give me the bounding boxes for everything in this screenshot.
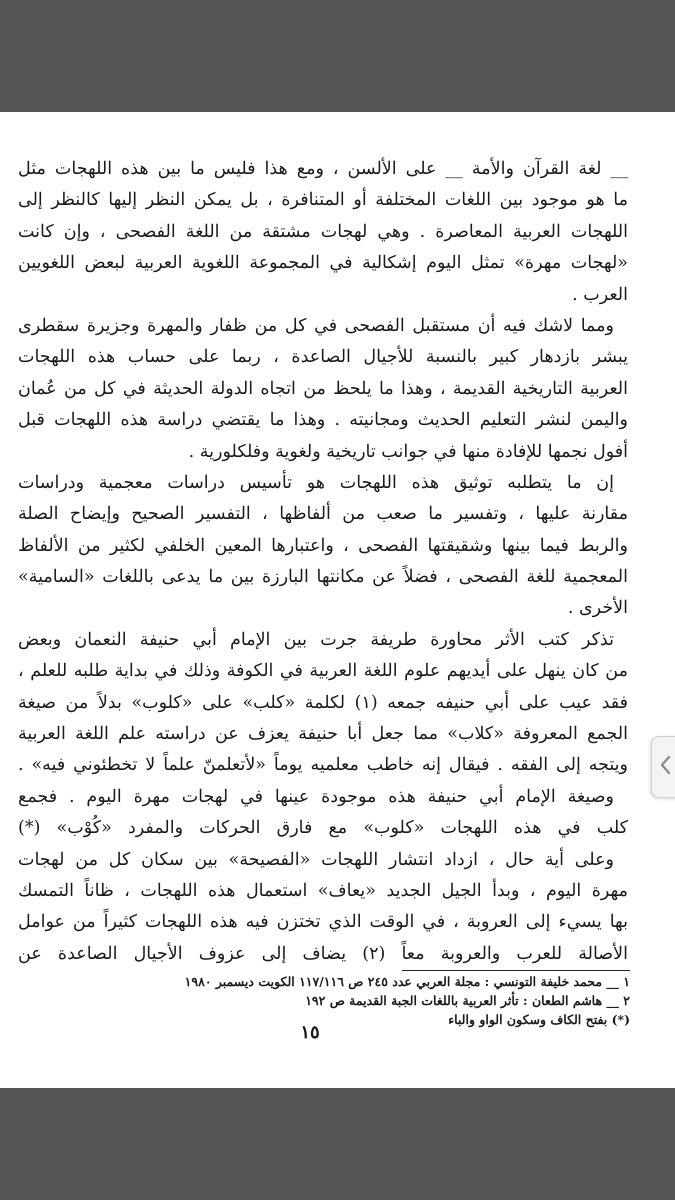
text-line: العرب . xyxy=(572,284,628,305)
chevron-left-icon xyxy=(658,753,674,777)
footnotes xyxy=(18,972,630,1029)
text-line: وعلى أية حال ، ازداد انتشار اللهجات «الفصيحة» بين سكان كل من لهجات xyxy=(18,849,614,870)
page-number: ١٥ xyxy=(300,1022,320,1043)
text-line: وصيغة الإمام أبي حنيفة هذه موجودة عينها في لهجات مهرة اليوم . فجمع xyxy=(18,786,614,807)
book-page xyxy=(0,112,675,1088)
text-line: بها يسيء إلى العروبة ، في الوقت الذي تختزن فيه هذه اللهجات كثيراً من عوامل xyxy=(18,912,628,933)
text-line: ويتجه إلى الفقه . فيقال إنه خاطب معلميه يوماً «لأتعلمنّ علماً لا تخطئوني فيه» . xyxy=(18,755,628,776)
text-line: أفول نجمها للإفادة منها في جوانب تاريخية ولغوية وفلكلورية . xyxy=(188,441,628,462)
text-line: واليمن لنشر التعليم الحديث ومجانيته . وهذا ما يقتضي دراسة هذه اللهجات قبل xyxy=(18,410,628,431)
text-line: «لهجات مهرة» تمثل اليوم إشكالية في المجموعة اللغوية العربية لبعض اللغويين xyxy=(18,253,628,274)
footnote: ١ __ محمد خليفة التونسي : مجلة العربي عدد ٢٤٥ ص ١١٧/١١٦ الكويت ديسمبر ١٩٨٠ xyxy=(184,974,630,989)
text-line: إن ما يتطلبه توثيق هذه اللهجات هو تأسيس دراسات معجمية ودراسات xyxy=(18,472,614,493)
text-line: كلب في هذه اللهجات «كلوب» مع فارق الحركات والمفرد «كُوْب» (*) xyxy=(18,818,628,839)
body-text xyxy=(18,154,628,970)
footnote: (*) بفتح الكاف وسكون الواو والباء xyxy=(448,1012,630,1027)
top-toolbar xyxy=(0,0,675,112)
text-line: الأخرى . xyxy=(567,598,628,619)
text-line: يبشر بازدهار كبير بالنسبة للأجيال الصاعدة ، ربما على حساب هذه اللهجات xyxy=(18,347,628,368)
text-line: الجمع المعروفة «كلاب» مما جعل أبا حنيفة يعزف عن دراسته علم اللغة العربية xyxy=(18,724,628,745)
text-line: اللهجات العربية المعاصرة . وهي لهجات مشتقة من اللغة الفصحى ، وإن كانت xyxy=(18,221,628,242)
text-line: __ لغة القرآن والأمة __ على الألسن ، ومع هذا فليس ما بين هذه اللهجات مثل xyxy=(18,159,628,179)
text-line: الأصالة للعرب والعروبة معاً (٢) يضاف إلى عزوف الأجيال الصاعدة عن xyxy=(18,943,628,964)
text-line: المعجمية للغة الفصحى ، فضلاً عن مكانتها البارزة بين ما يدعى باللغات «السامية» xyxy=(18,567,628,588)
text-line: ما هو موجود بين اللغات المختلفة أو المتنافرة ، بل يمكن النظر إليها كالنظر إلى xyxy=(18,190,628,211)
text-line: مقارنة عليها ، وتفسير ما صعب من ألفاظها ، التفسير الصحيح وإيضاح الصلة xyxy=(18,504,628,525)
text-line: فقد عيب على أبي حنيفه جمعه (١) لكلمة «كلب» على «كلوب» بدلاً من صيغة xyxy=(18,692,628,713)
footnote-divider xyxy=(402,970,630,971)
side-panel-handle[interactable] xyxy=(651,736,675,798)
text-line: ومما لاشك فيه أن مستقبل الفصحى في كل من ظفار والمهرة وجزيرة سقطرى xyxy=(18,315,614,336)
text-line: تذكر كتب الأثر محاورة طريفة جرت بين الإمام أبي حنيفة النعمان وبعض xyxy=(18,629,614,650)
text-line: والربط فيما بينها وشقيقتها الفصحى ، واعتبارها المعين الخلفي لكثير من الألفاظ xyxy=(18,535,628,556)
text-line: العربية التاريخية القديمة ، وهذا ما يلحظ من اتجاه الدولة الحديثة في كل من عُمان xyxy=(18,378,628,399)
bottom-toolbar xyxy=(0,1088,675,1200)
footnote: ٢ __ هاشم الطعان : تأثر العربية باللغات الجبة القديمة ص ١٩٢ xyxy=(305,993,630,1008)
text-line: من كان ينهل على أيديهم علوم اللغة العربية في الكوفة وذلك في بداية طلبه للعلم ، xyxy=(18,661,628,682)
text-line: مهرة اليوم ، وبدأ الجيل الجديد «يعاف» استعمال هذه اللهجات ، ظاناً التمسك xyxy=(18,880,628,901)
